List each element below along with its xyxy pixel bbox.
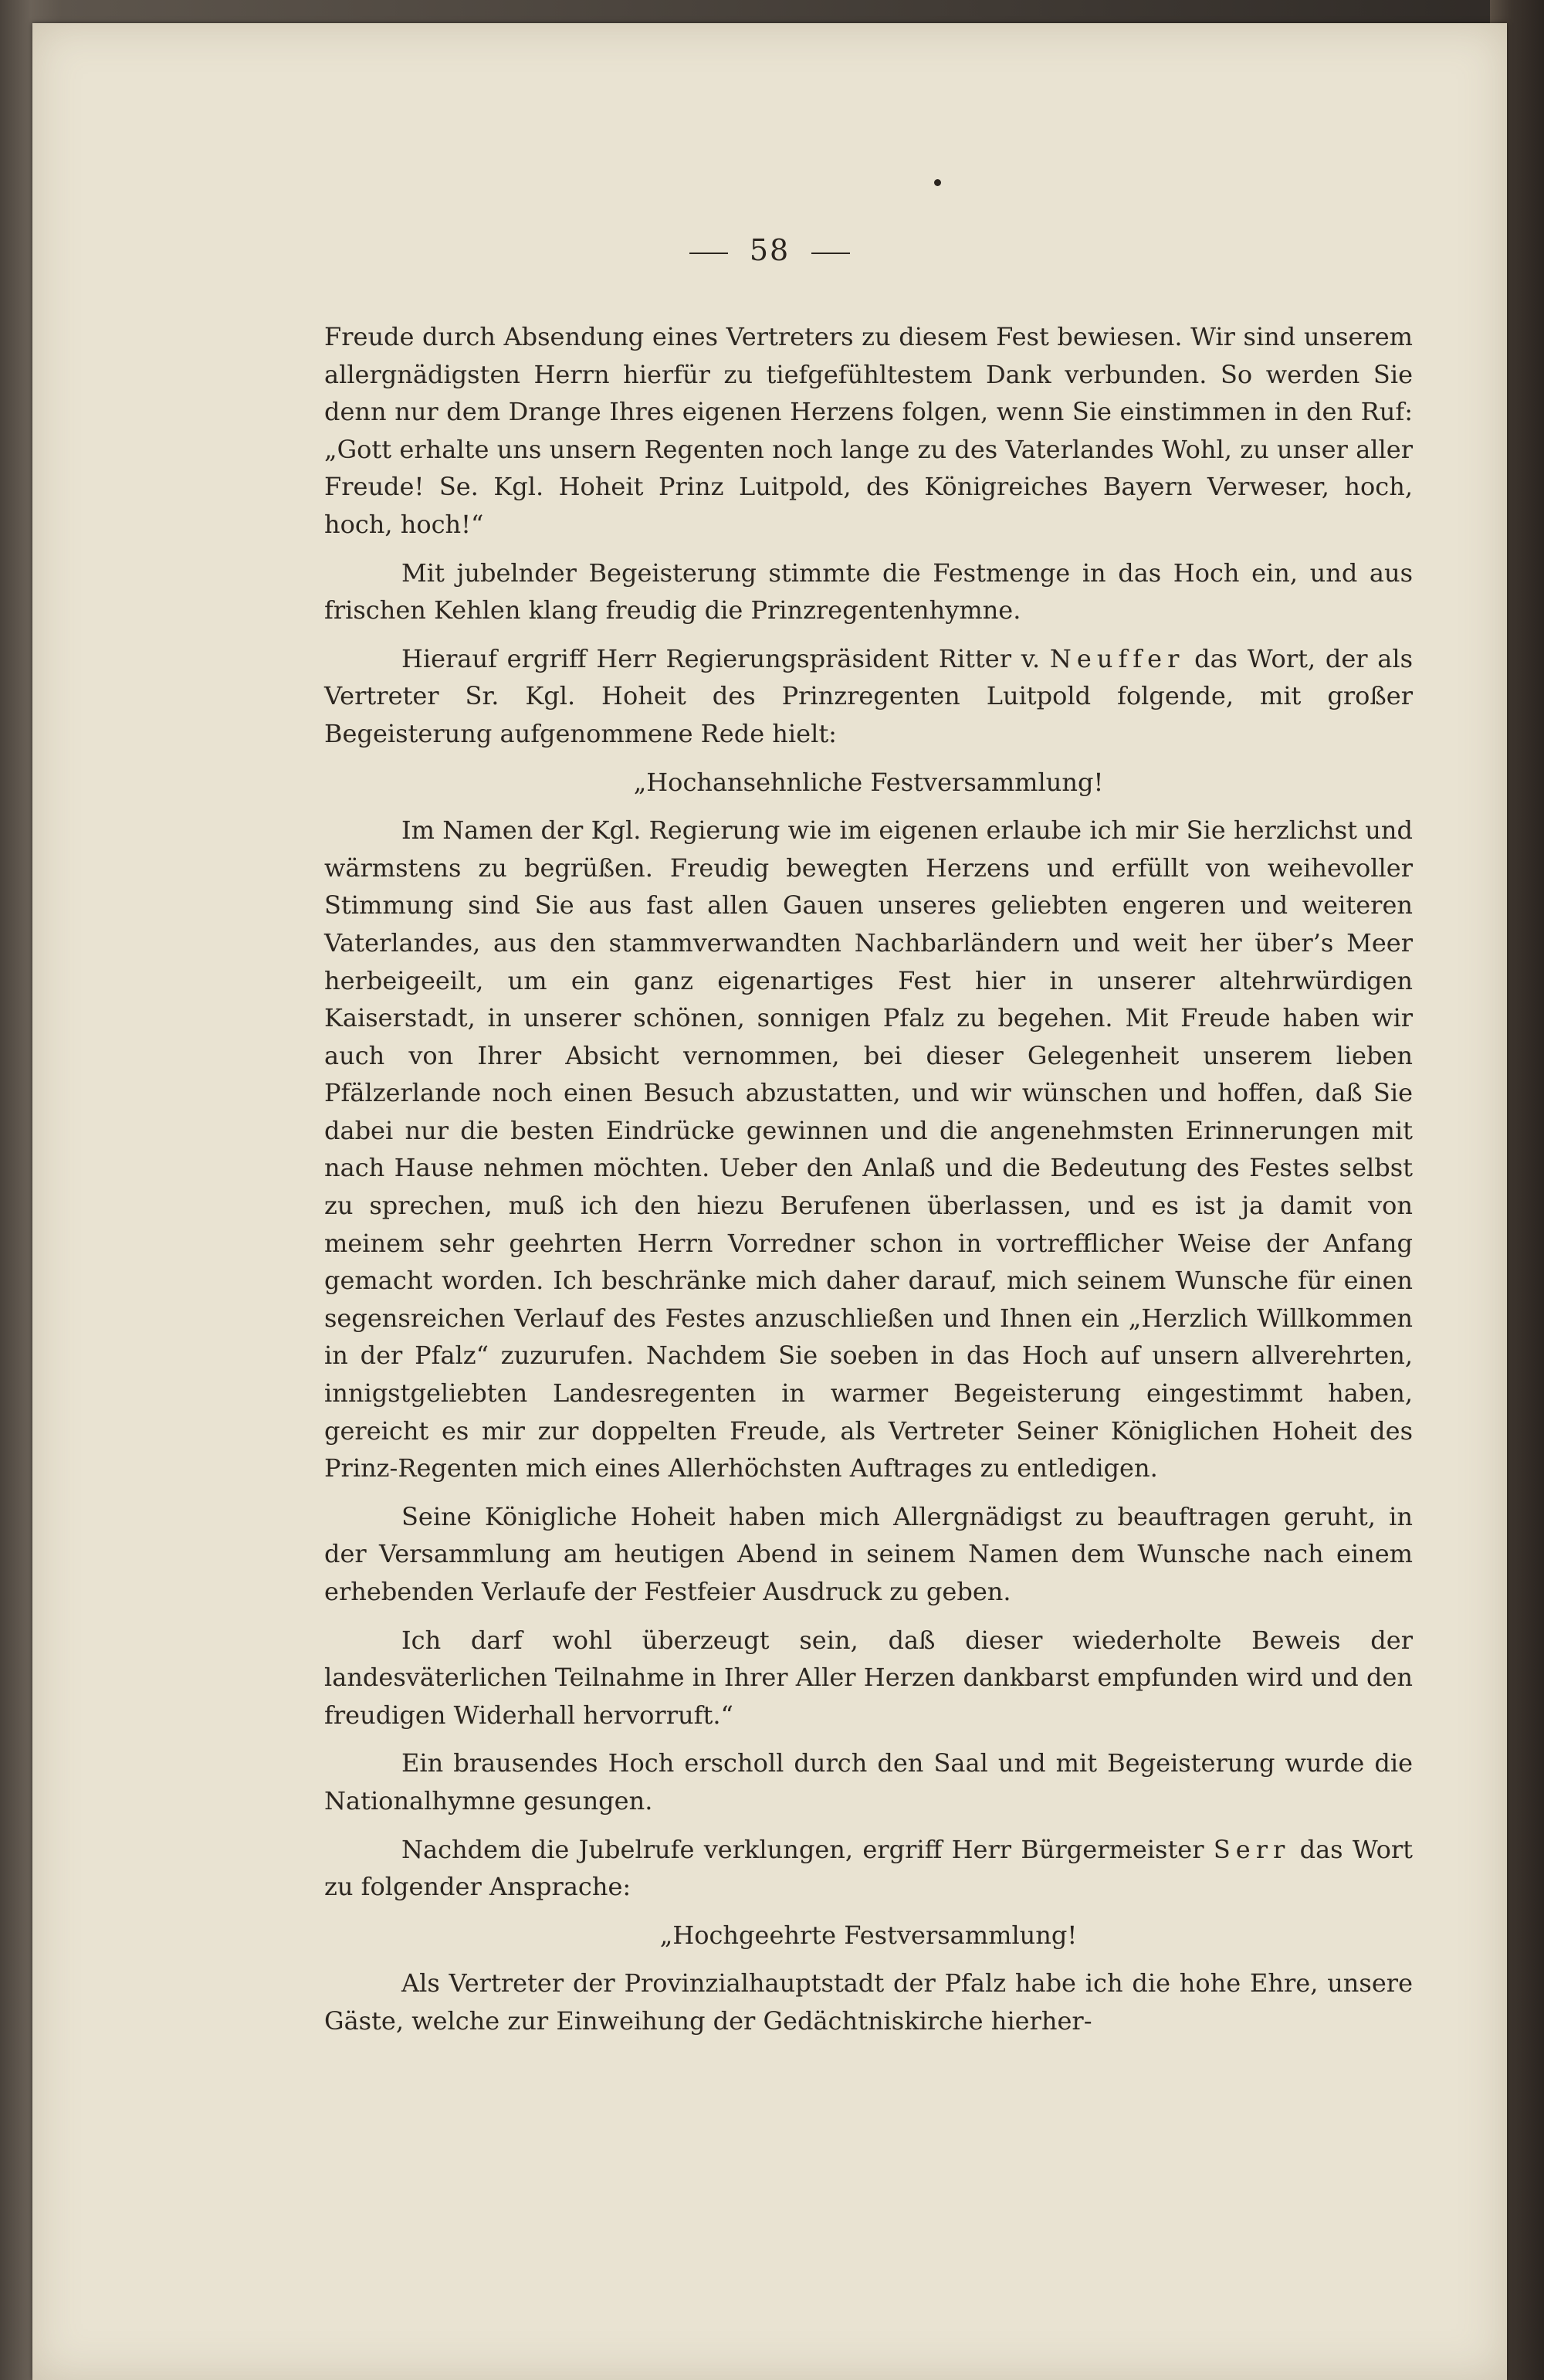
book-page <box>32 23 1507 2380</box>
paragraph-text: das Wort, der als Vertreter Sr. Kgl. Hoheit des Prinzregenten Luitpold folgende, mit großer Begeisterung aufgenommene Rede hielt: <box>324 643 1414 748</box>
page-number-value: 58 <box>749 233 791 267</box>
paragraph-text: das Wort zu folgender Ansprache: <box>324 1834 1414 1902</box>
speech-salutation: „Hochgeehrte Festversammlung! <box>659 1920 1078 1950</box>
paragraph: Im Namen der Kgl. Regierung wie im eigenen erlaube ich mir Sie herzlichst und wärmstens zu begrüßen. Freudig bewegten Herzens und erfüllt von weihevoller Stimmung sind Sie aus fast allen Gauen unseres geliebten engeren und weiteren Vaterlandes, aus den stammverwandten Nachbarländern und weit her über’s Meer herbeigeeilt, um ein ganz eigenartiges Fest hier in unserer altehrwürdigen Kaiserstadt, in unserer schönen, sonnigen Pfalz zu begehen. Mit Freude haben wir auch von Ihrer Absicht vernommen, bei dieser Gelegenheit unserem lieben Pfälzerlande noch einen Besuch abzustatten, und wir wünschen und hoffen, daß Sie dabei nur die besten Eindrücke gewinnen und die angenehmsten Erinnerungen mit nach Hause nehmen möchten. Ueber den Anlaß und die Bedeutung des Festes selbst zu sprechen, muß ich den hiezu Berufenen überlassen, und es ist ja damit von meinem sehr geehrten Herrn Vorredner schon in vortrefflicher Weise der Anfang gemacht worden. Ich beschränke mich daher darauf, mich seinem Wunsche für einen segensreichen Verlauf des Festes anzuschließen und Ihnen ein „Herzlich Willkommen in der Pfalz“ zuzurufen. Nachdem Sie soeben in das Hoch auf unsern allverehrten, innigstgeliebten Landesregenten in warmer Begeisterung eingestimmt haben, gereicht es mir zur doppelten Freude, als Vertreter Seiner Königlichen Hoheit des Prinz-Regenten mich eines Allerhöchsten Auftrages zu entledigen. <box>324 815 1413 1483</box>
page-number <box>32 233 1507 267</box>
paragraph: Ich darf wohl überzeugt sein, daß dieser wiederholte Beweis der landesväterlichen Teilnahme in Ihrer Aller Herzen dankbarst empfunden wird und den freudigen Widerhall hervorruft.“ <box>324 1625 1413 1730</box>
speaker-name: Neuffer <box>1049 643 1185 673</box>
paragraph: Ein brausendes Hoch erscholl durch den Saal und mit Begeisterung wurde die Nationalhymne gesungen. <box>324 1748 1413 1816</box>
paragraph: Freude durch Absendung eines Vertreters zu diesem Fest bewiesen. Wir sind unserem allergnädigsten Herrn hierfür zu tiefgefühltestem Dank verbunden. So werden Sie denn nur dem Drange Ihres eigenen Herzens folgen, wenn Sie einstimmen in den Ruf: „Gott erhalte uns unsern Regenten noch lange zu des Vaterlandes Wohl, zu unser aller Freude! Se. Kgl. Hoheit Prinz Luitpold, des Königreiches Bayern Verweser, hoch, hoch, hoch!“ <box>324 322 1413 539</box>
paragraph-text: Hierauf ergriff Herr Regierungspräsident Ritter v. <box>401 643 1050 673</box>
paragraph <box>324 1831 1413 1906</box>
body-text <box>324 318 1413 2051</box>
paragraph: Mit jubelnder Begeisterung stimmte die Festmenge in das Hoch ein, und aus frischen Kehlen klang freudig die Prinzregentenhymne. <box>324 558 1413 626</box>
paragraph-text: Nachdem die Jubelrufe verklungen, ergriff Herr Bürgermeister <box>401 1834 1214 1864</box>
paragraph: Seine Königliche Hoheit haben mich Allergnädigst zu beauftragen geruht, in der Versammlung am heutigen Abend in seinem Namen dem Wunsche nach einem erhebenden Verlaufe der Festfeier Ausdruck zu geben. <box>324 1501 1413 1606</box>
paragraph: Als Vertreter der Provinzialhauptstadt der Pfalz habe ich die hohe Ehre, unsere Gäste, welche zur Einweihung der Gedächtniskirche hierher- <box>324 1968 1413 2036</box>
speaker-name: Serr <box>1213 1834 1291 1864</box>
ink-dot <box>934 179 941 186</box>
dash-right <box>811 253 850 254</box>
paragraph <box>324 640 1413 753</box>
dash-left <box>689 253 728 254</box>
speech-salutation: „Hochansehnliche Festversammlung! <box>633 767 1104 797</box>
